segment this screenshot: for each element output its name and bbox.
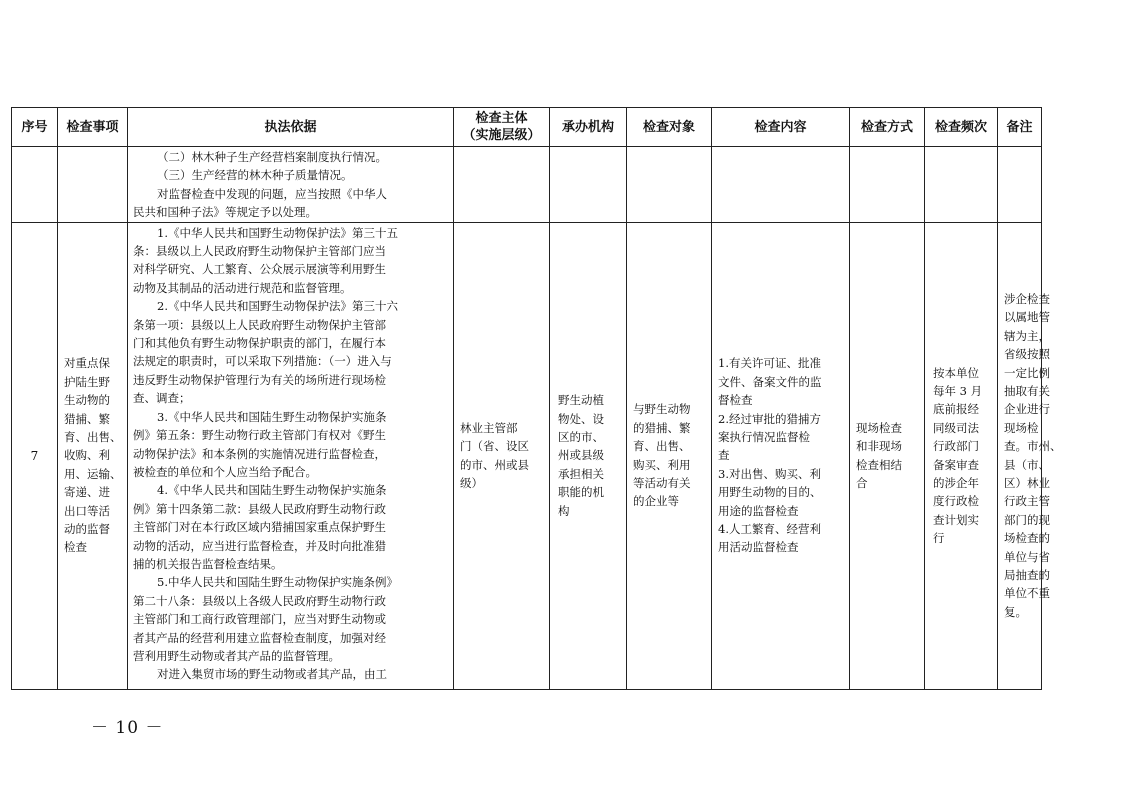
row2-target-text <box>627 400 711 510</box>
row2-remark <box>998 222 1062 689</box>
text-line: 野生动植 <box>558 393 604 408</box>
text-line: 案执行情况监督检 <box>718 430 810 445</box>
text-line: 一定比例 <box>1004 365 1050 380</box>
text-line: 承担相关 <box>558 466 604 481</box>
text-line: 动物及其制品的活动进行规范和监督管理。 <box>133 280 352 295</box>
text-line: 辖为主， <box>1004 328 1050 343</box>
text-line: 营利用野生动物或者其产品的监督管理。 <box>133 648 340 663</box>
row2-agency-text <box>550 391 626 520</box>
row2-item <box>58 222 128 689</box>
row1-subject <box>454 147 550 223</box>
text-line: 用途的监督检查 <box>718 503 799 518</box>
text-line: 场检查的 <box>1004 531 1050 546</box>
row1-remark <box>998 147 1042 223</box>
header-agency: 承办机构 <box>550 108 627 147</box>
text-line: 门和其他负有野生动物保护职责的部门，在履行本 <box>133 336 386 351</box>
inspection-table <box>11 107 1062 690</box>
header-seq: 序号 <box>12 108 58 147</box>
text-line: 现场检 <box>1004 420 1039 435</box>
row1-basis-text <box>128 147 453 222</box>
text-line: 购买、利用 <box>633 457 691 472</box>
text-line: 区）林业 <box>1004 476 1050 491</box>
text-line: 3.对出售、购买、利 <box>718 466 821 481</box>
header-subject <box>454 108 550 147</box>
header-subject-text: 检查主体 （实施层级） <box>462 111 541 143</box>
row1-target <box>627 147 712 223</box>
text-line: 4.人工繁育、经营利 <box>718 522 821 537</box>
text-line: 同级司法 <box>933 420 979 435</box>
row1-frequency <box>925 147 998 223</box>
row2-basis-text <box>128 223 453 684</box>
row2-basis <box>128 222 454 689</box>
row2-method-text <box>850 419 924 493</box>
text-line: 部门的现 <box>1004 512 1050 527</box>
text-line: 底前报经 <box>933 402 979 417</box>
text-line: 寄递、进 <box>64 485 110 500</box>
text-line: 职能的机 <box>558 485 604 500</box>
text-line: 查 <box>718 448 730 463</box>
text-line: 动物保护法》和本条例的实施情况进行监督检查， <box>133 446 386 461</box>
text-line: 县（市、 <box>1004 457 1050 472</box>
text-line: 以属地管 <box>1004 310 1050 325</box>
text-line: 单位与省 <box>1004 549 1050 564</box>
text-line: 查。市州、 <box>1004 439 1062 454</box>
header-content: 检查内容 <box>712 108 850 147</box>
text-line: 1.有关许可证、批准 <box>718 356 821 371</box>
text-line: 林业主管部 <box>460 420 518 435</box>
text-line: 民共和国种子法》等规定予以处理。 <box>133 205 317 220</box>
text-line: 按本单位 <box>933 365 979 380</box>
row2-subject-text <box>454 419 549 493</box>
row2-content-text <box>712 354 849 556</box>
text-line: 行 <box>933 531 945 546</box>
text-line: 涉企检查 <box>1004 291 1050 306</box>
text-line: 省级按照 <box>1004 347 1050 362</box>
text-line: 的企业等 <box>633 494 679 509</box>
row2-item-text <box>58 354 127 556</box>
text-line: 度行政检 <box>933 494 979 509</box>
row2-agency <box>550 222 627 689</box>
row1-basis <box>128 147 454 223</box>
text-line: 复。 <box>1004 604 1027 619</box>
text-line: 的市、州或县 <box>460 457 529 472</box>
table-row <box>12 147 1042 223</box>
text-line: 育、出售、 <box>633 439 691 454</box>
row2-remark-text <box>998 290 1062 621</box>
text-line: 4.《中华人民共和国陆生野生动物保护实施条 <box>157 483 387 498</box>
text-line: 检查 <box>64 540 87 555</box>
text-line: 查计划实 <box>933 512 979 527</box>
text-line: 现场检查 <box>856 420 902 435</box>
text-line: 1.《中华人民共和国野生动物保护法》第三十五 <box>157 225 398 240</box>
header-frequency: 检查频次 <box>925 108 998 147</box>
text-line: 用野生动物的目的、 <box>718 485 822 500</box>
header-basis: 执法依据 <box>128 108 454 147</box>
header-remark: 备注 <box>998 108 1042 147</box>
text-line: 对科学研究、人工繁育、公众展示展演等利用野生 <box>133 262 386 277</box>
text-line: 级） <box>460 476 483 491</box>
text-line: 例》第五条：野生动物行政主管部门有权对《野生 <box>133 428 386 443</box>
text-line: 主管部门对在本行政区域内猎捕国家重点保护野生 <box>133 520 386 535</box>
row2-seq: 7 <box>12 222 58 689</box>
row2-content <box>712 222 850 689</box>
text-line: 区的市、 <box>558 430 604 445</box>
row1-agency <box>550 147 627 223</box>
text-line: 备案审查 <box>933 457 979 472</box>
row1-item <box>58 147 128 223</box>
row2-target <box>627 222 712 689</box>
text-line: 检查相结 <box>856 457 902 472</box>
text-line: 单位不重 <box>1004 586 1050 601</box>
text-line: 法规定的职责时，可以采取下列措施：（一）进入与 <box>133 354 392 369</box>
header-target: 检查对象 <box>627 108 712 147</box>
text-line: 被检查的单位和个人应当给予配合。 <box>133 464 317 479</box>
text-line: 门（省、设区 <box>460 439 529 454</box>
text-line: 企业进行 <box>1004 402 1050 417</box>
page-number: － 10 － <box>91 718 164 738</box>
text-line: 和非现场 <box>856 439 902 454</box>
text-line: 生动物的 <box>64 393 110 408</box>
header-item: 检查事项 <box>58 108 128 147</box>
text-line: 文件、备案文件的监 <box>718 374 822 389</box>
text-line: 条：县级以上人民政府野生动物保护主管部门应当 <box>133 244 386 259</box>
text-line: 护陆生野 <box>64 374 110 389</box>
text-line: 与野生动物 <box>633 402 691 417</box>
text-line: 物处、设 <box>558 411 604 426</box>
row1-content <box>712 147 850 223</box>
row1-method <box>850 147 925 223</box>
text-line: 抽取有关 <box>1004 384 1050 398</box>
text-line: 违反野生动物保护管理行为有关的场所进行现场检 <box>133 372 386 387</box>
text-line: 的猎捕、繁 <box>633 420 691 435</box>
row2-subject <box>454 222 550 689</box>
text-line: 3.《中华人民共和国陆生野生动物保护实施条 <box>157 409 387 424</box>
text-line: 局抽查的 <box>1004 568 1050 583</box>
text-line: 州或县级 <box>558 448 604 463</box>
text-line: 猎捕、繁 <box>64 411 110 426</box>
text-line: （三）生产经营的林木种子质量情况。 <box>157 168 353 183</box>
text-line: 动的监督 <box>64 522 110 537</box>
row2-method <box>850 222 925 689</box>
text-line: 行政部门 <box>933 439 979 454</box>
text-line: 对重点保 <box>64 356 110 371</box>
text-line: 主管部门和工商行政管理部门，应当对野生动物或 <box>133 612 386 627</box>
text-line: 合 <box>856 476 868 491</box>
text-line: 等活动有关 <box>633 476 691 491</box>
text-line: 用、运输、 <box>64 466 122 481</box>
text-line: 出口等活 <box>64 503 110 518</box>
table-row <box>12 222 1042 689</box>
text-line: 2.《中华人民共和国野生动物保护法》第三十六 <box>157 299 398 314</box>
text-line: 动物的活动，应当进行监督检查，并及时向批准猎 <box>133 538 386 553</box>
text-line: 对进入集贸市场的野生动物或者其产品，由工 <box>157 667 387 682</box>
text-line: 者其产品的经营利用建立监督检查制度，加强对经 <box>133 630 386 645</box>
text-line: 捕的机关报告监督检查结果。 <box>133 556 283 571</box>
text-line: 构 <box>558 503 570 518</box>
text-line: 用活动监督检查 <box>718 540 799 555</box>
text-line: 每年 3 月 <box>933 384 983 398</box>
text-line: 例》第十四条第二款：县级人民政府野生动物行政 <box>133 501 386 516</box>
row2-frequency-text <box>925 364 997 548</box>
text-line: 育、出售、 <box>64 430 122 445</box>
text-line: 条第一项：县级以上人民政府野生动物保护主管部 <box>133 317 386 332</box>
text-line: （二）林木种子生产经营档案制度执行情况。 <box>157 150 387 164</box>
header-method: 检查方式 <box>850 108 925 147</box>
text-line: 收购、利 <box>64 448 110 463</box>
row2-frequency <box>925 222 998 689</box>
text-line: 查、调查； <box>133 391 191 406</box>
text-line: 第二十八条：县级以上各级人民政府野生动物行政 <box>133 593 386 608</box>
header-row <box>12 108 1042 147</box>
text-line: 5.中华人民共和国陆生野生动物保护实施条例》 <box>157 575 398 590</box>
text-line: 行政主管 <box>1004 494 1050 509</box>
text-line: 2.经过审批的猎捕方 <box>718 411 821 426</box>
row1-seq <box>12 147 58 223</box>
text-line: 督检查 <box>718 393 753 408</box>
text-line: 对监督检查中发现的问题，应当按照《中华人 <box>157 186 387 201</box>
text-line: 的涉企年 <box>933 476 979 491</box>
